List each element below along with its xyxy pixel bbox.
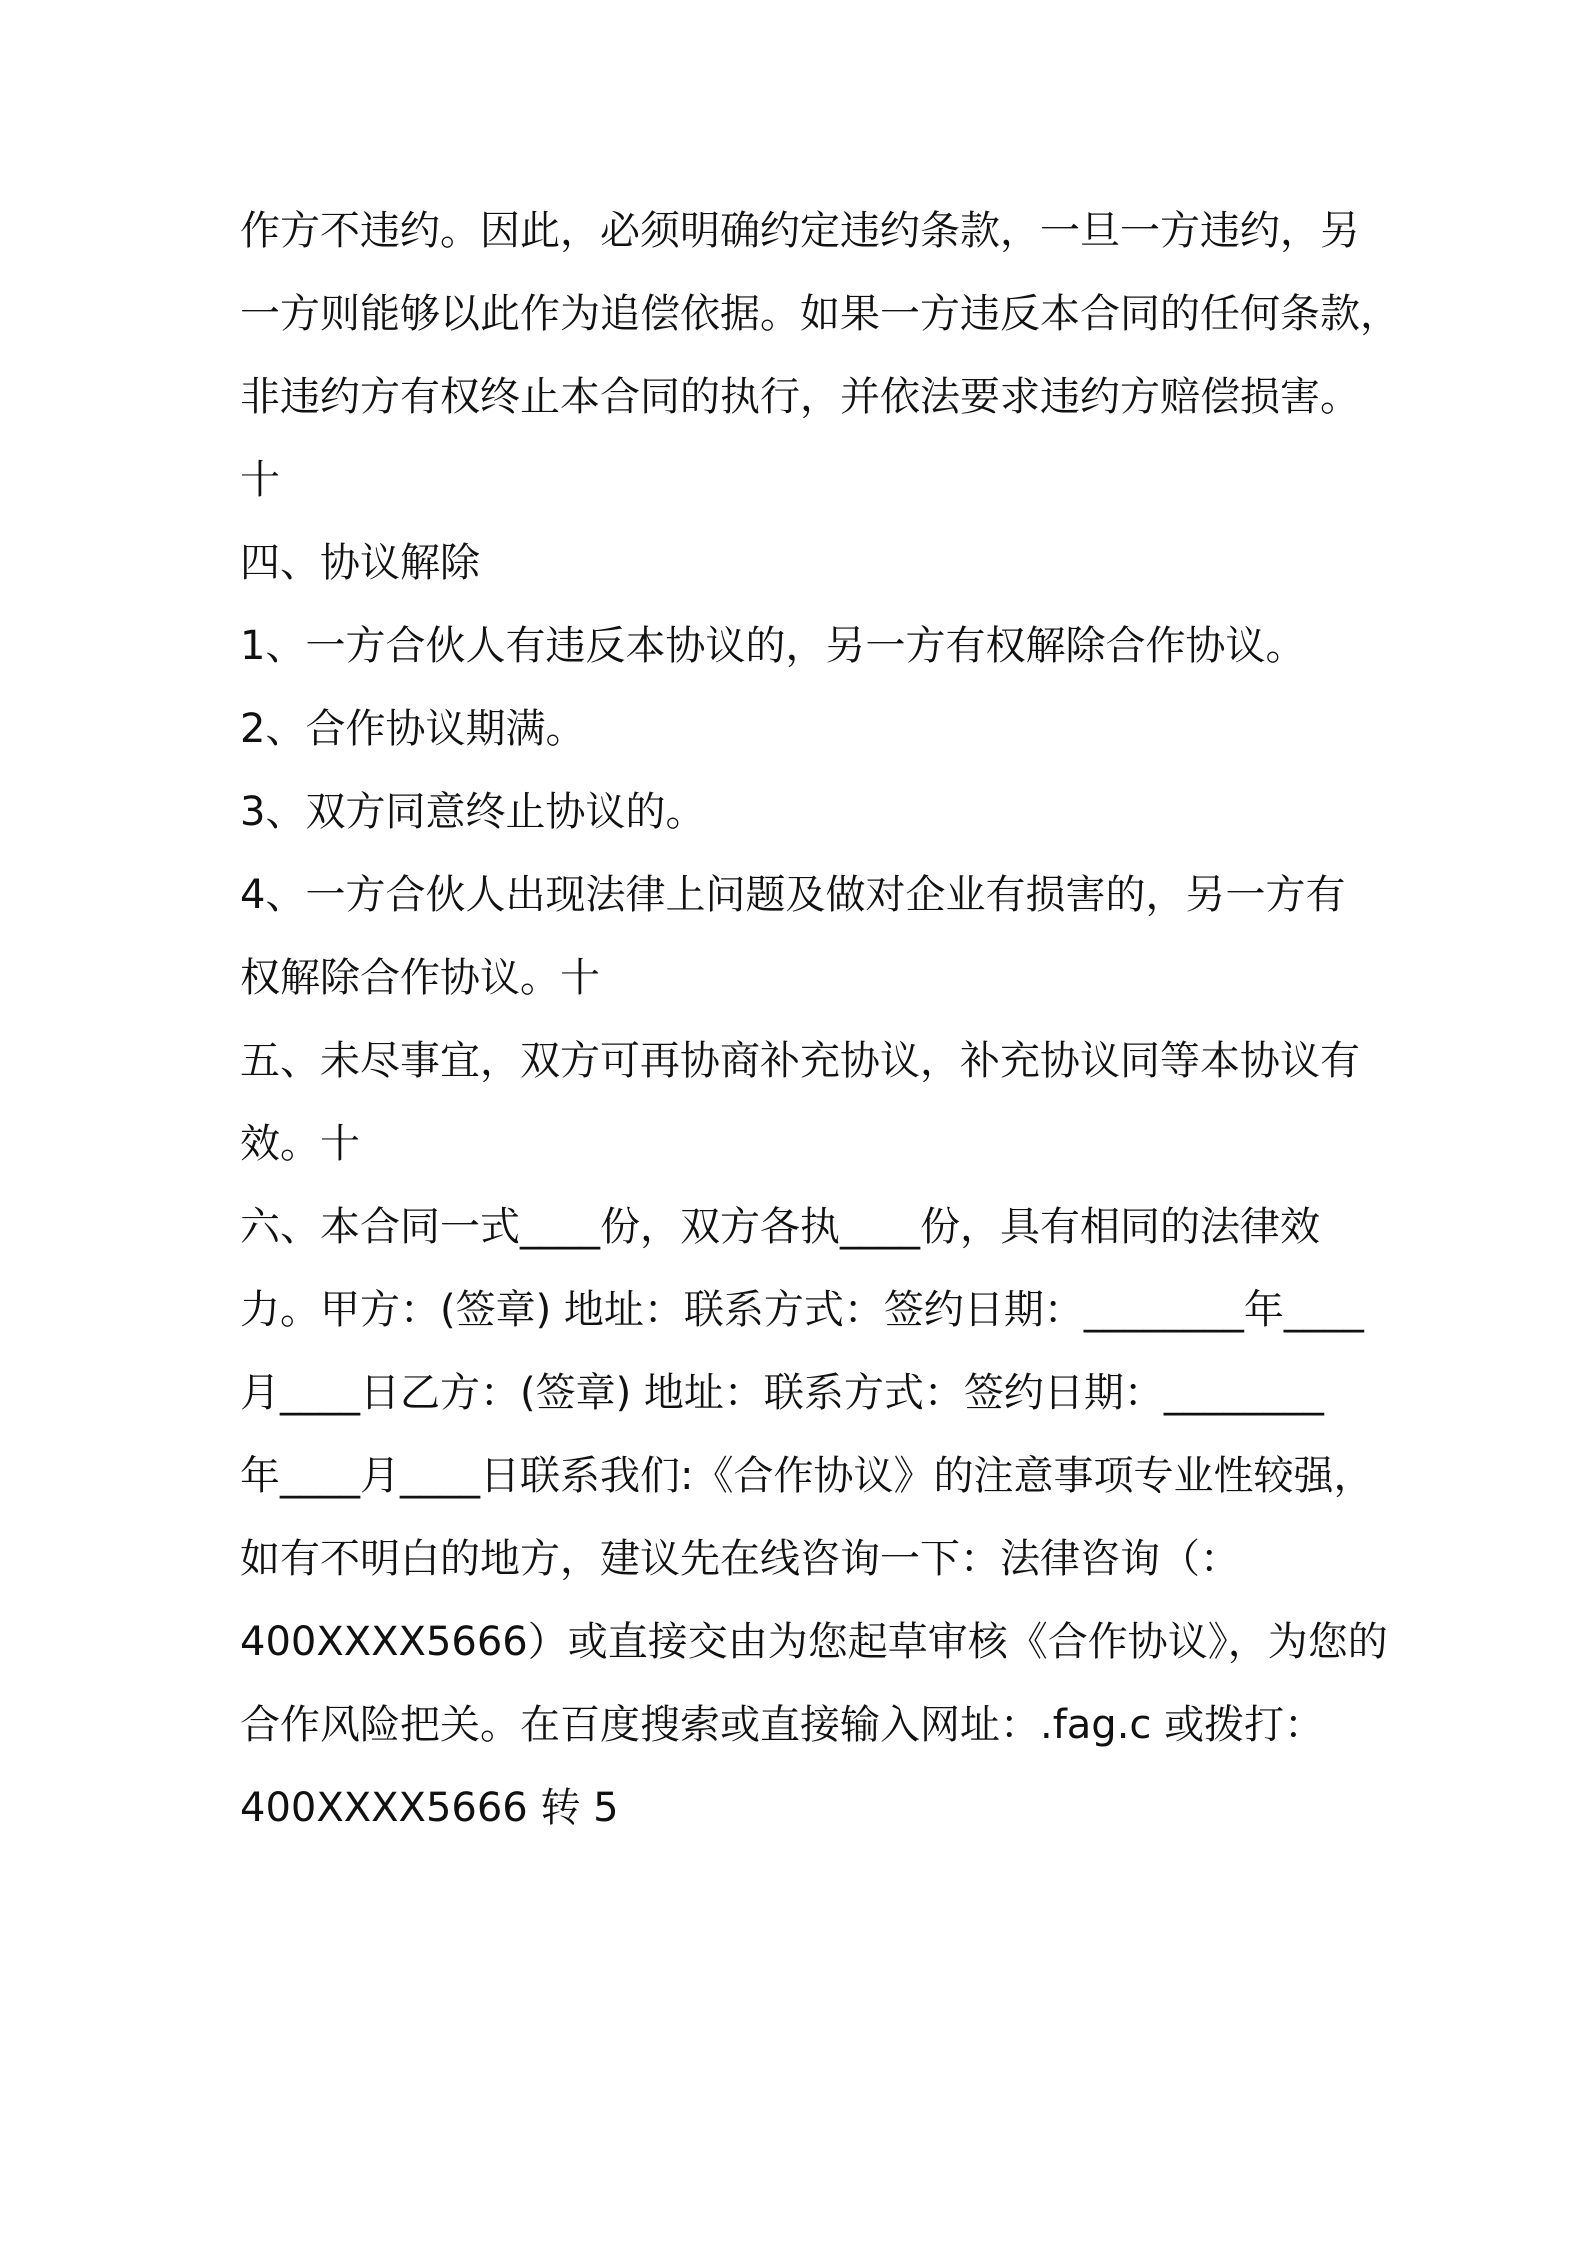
text-line: 作方不违约。因此，必须明确约定违约条款，一旦一方违约，另 [240,208,1360,254]
text-line: 400XXXX5666）或直接交由为您起草审核《合作协议》，为您的 [240,1619,1388,1665]
text-line: 400XXXX5666 转 5 [240,1785,619,1831]
text-line: 如有不明白的地方，建议先在线咨询一下：法律咨询（： [240,1536,1240,1582]
text-line: 一方则能够以此作为追偿依据。如果一方违反本合同的任何条款， [240,291,1400,337]
text-line: 十 [240,457,280,503]
text-line: 六、本合同一式____份，双方各执____份，具有相同的法律效 [240,1204,1320,1250]
list-item: 1、一方合伙人有违反本协议的，另一方有权解除合作协议。 [240,623,1306,669]
text-line: 月____日乙方：(签章) 地址：联系方式：签约日期：________ [240,1370,1324,1416]
list-item: 3、双方同意终止协议的。 [240,789,706,835]
list-item: 4、一方合伙人出现法律上问题及做对企业有损害的，另一方有 [240,872,1346,918]
text-line: 合作风险把关。在百度搜索或直接输入网址：.fag.c 或拨打： [240,1702,1325,1748]
text-line: 权解除合作协议。十 [240,955,600,1001]
list-item: 2、合作协议期满。 [240,706,586,752]
text-line: 力。甲方：(签章) 地址：联系方式：签约日期：________年____ [240,1287,1364,1333]
text-line: 非违约方有权终止本合同的执行，并依法要求违约方赔偿损害。 [240,374,1360,420]
section-heading: 四、协议解除 [240,540,480,586]
text-line: 五、未尽事宜，双方可再协商补充协议，补充协议同等本协议有 [240,1038,1360,1084]
document-body [240,190,1400,1850]
text-line: 年____月____日联系我们:《合作协议》的注意事项专业性较强， [240,1453,1374,1499]
text-line: 效。十 [240,1121,360,1167]
